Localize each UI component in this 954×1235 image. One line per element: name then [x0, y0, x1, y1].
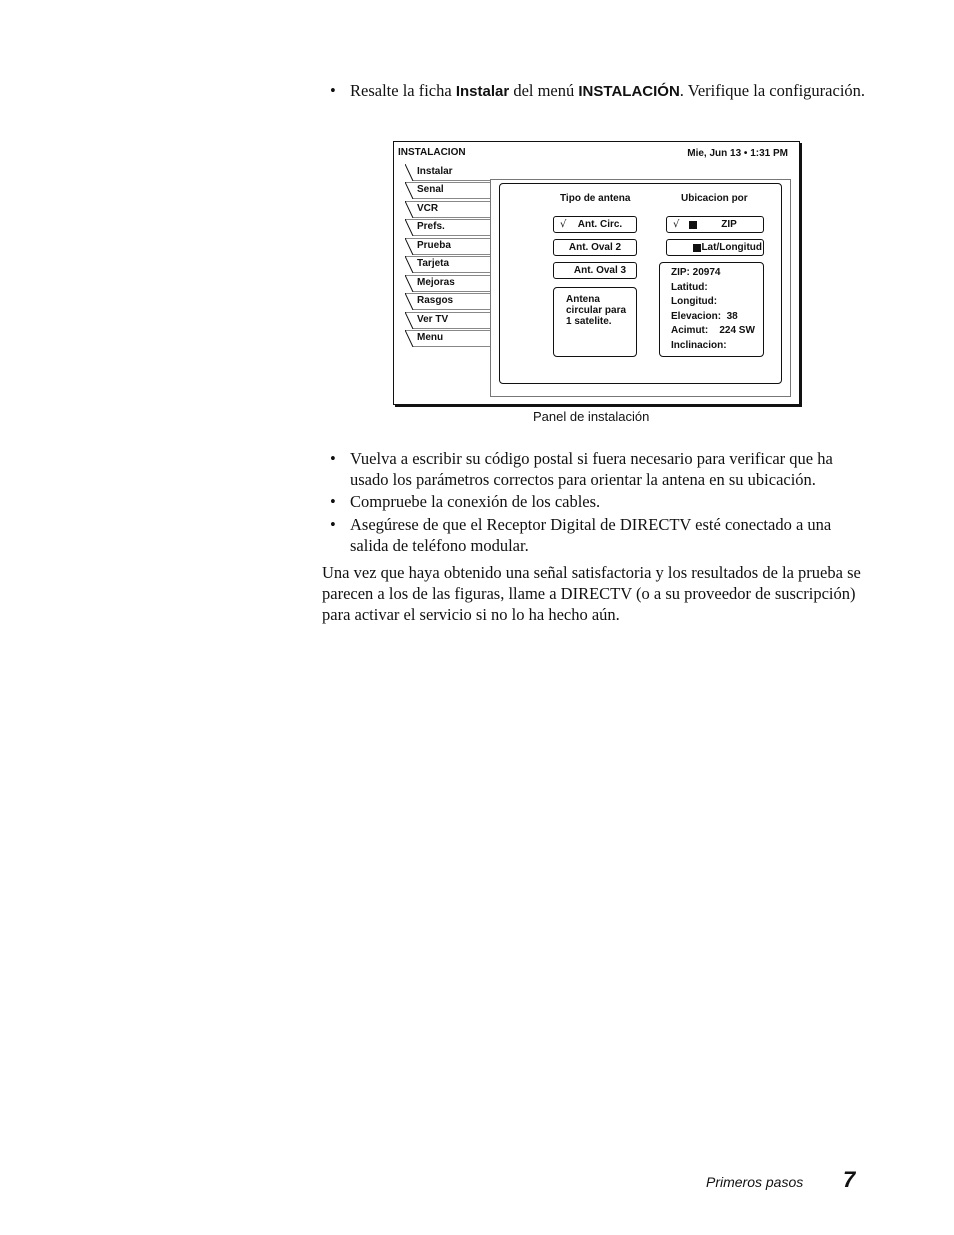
figure-caption: Panel de instalación: [533, 409, 650, 424]
antenna-description: Antena circular para 1 satelite.: [553, 287, 637, 357]
tab-senal[interactable]: [405, 182, 491, 199]
check-icon: √: [560, 219, 567, 230]
body-paragraph: Una vez que haya obtenido una señal satisfactoria y los resultados de la prueba se parecen a los de las figuras, llame a DIRECTV (o a su proveedor de suscripción) para activar el servicio si no lo ha hecho aún.: [322, 563, 861, 624]
tab-label: Rasgos: [417, 295, 454, 306]
location-zip-button[interactable]: √ ZIP: [666, 216, 764, 233]
info-line: Acimut: 224 SW: [671, 325, 755, 337]
instalacion-menu-ref: INSTALACIÓN: [578, 83, 680, 100]
tab-label: Prefs.: [417, 221, 445, 232]
tab-label: Instalar: [417, 166, 453, 177]
tab-prefs[interactable]: [405, 219, 491, 236]
tab-label: Menu: [417, 332, 444, 343]
page-number: 7: [843, 1167, 856, 1192]
installation-panel-figure: [393, 141, 800, 405]
tab-label: Mejoras: [417, 277, 455, 288]
antenna-type-header: Tipo de antena: [560, 193, 631, 204]
bullet-dot: •: [330, 449, 336, 468]
footer-section-label: Primeros pasos: [706, 1174, 804, 1190]
tab-label: VCR: [417, 203, 439, 214]
tab-label: Tarjeta: [417, 258, 450, 269]
datetime-display: Mie, Jun 13 • 1:31 PM: [687, 148, 788, 159]
tab-instalar[interactable]: [405, 164, 491, 181]
info-line: Longitud:: [671, 296, 718, 308]
tab-label: Senal: [417, 184, 444, 195]
bullet-dot: •: [330, 492, 336, 511]
check-icon: √: [673, 219, 680, 230]
info-line: Elevacion: 38: [671, 310, 738, 322]
bullet-dot: •: [330, 81, 336, 100]
info-line: Inclinacion:: [671, 339, 727, 351]
bullet-dot: •: [330, 515, 336, 534]
location-latlong-button[interactable]: Lat/Longitud: [666, 239, 764, 256]
tab-tarjeta[interactable]: [405, 256, 491, 273]
info-line: ZIP: 20974: [671, 267, 721, 278]
tab-ver-tv[interactable]: [405, 312, 491, 329]
selected-square-icon: [689, 221, 697, 229]
tab-rasgos[interactable]: [405, 293, 491, 310]
instalar-tab-ref: Instalar: [455, 83, 510, 100]
tab-label: Ver TV: [417, 314, 449, 325]
panel-frame: [490, 179, 791, 397]
tab-mejoras[interactable]: [405, 275, 491, 292]
tab-vcr[interactable]: [405, 201, 491, 218]
panel-content: [499, 183, 782, 384]
menu-title: INSTALACION: [398, 147, 466, 158]
intro-bullet-text: Resalte la ficha Instalar del menú INSTALACIÓN. Verifique la configuración.: [350, 81, 866, 100]
antenna-oval3-button[interactable]: Ant. Oval 3: [553, 262, 637, 279]
tab-prueba[interactable]: [405, 238, 491, 255]
location-header: Ubicacion por: [681, 193, 748, 204]
antenna-circ-button[interactable]: √ Ant. Circ.: [553, 216, 637, 233]
antenna-oval2-button[interactable]: Ant. Oval 2: [553, 239, 637, 256]
tab-menu[interactable]: [405, 330, 491, 347]
info-line: Latitud:: [671, 281, 708, 293]
square-icon: [693, 244, 701, 252]
tab-label: Prueba: [417, 240, 451, 251]
location-info-box: [659, 262, 764, 357]
